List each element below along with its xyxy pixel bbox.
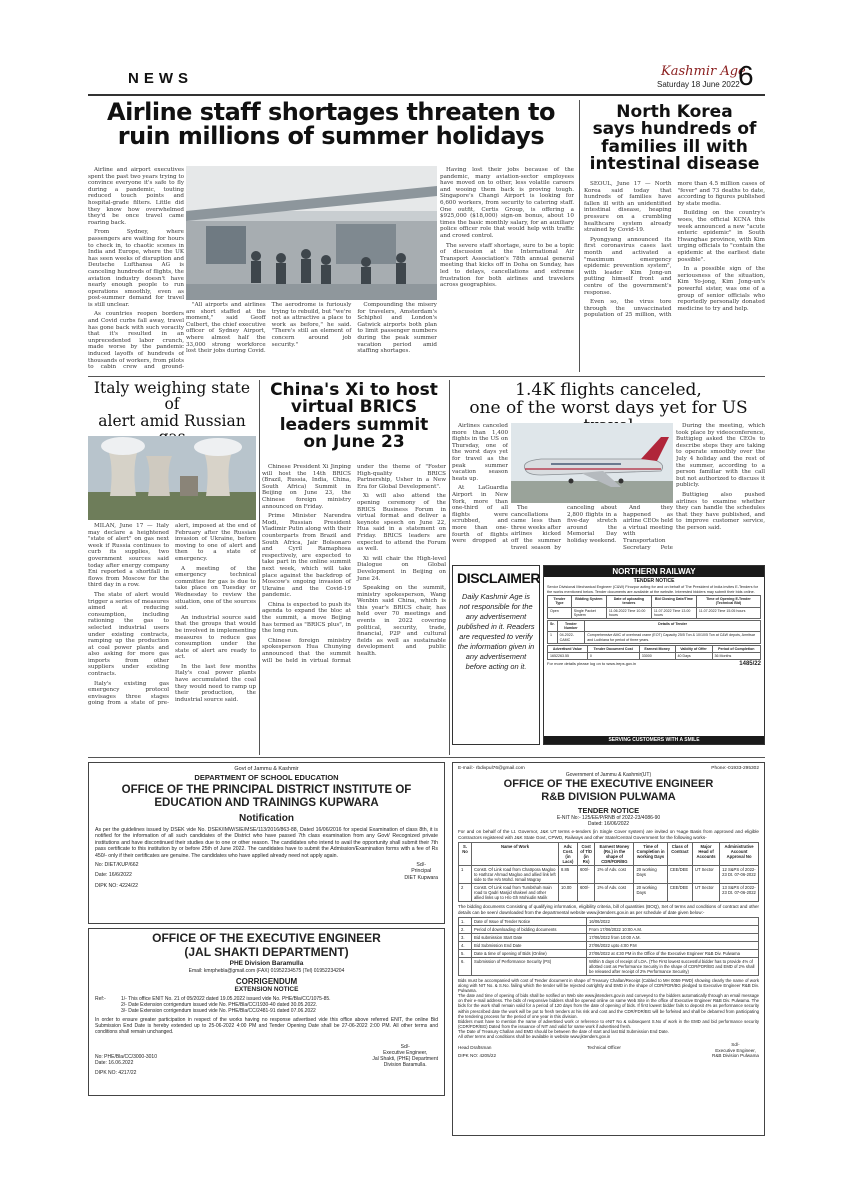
pulwama-phone: Phone:-01933-295302	[711, 766, 759, 771]
paper-logo: Kashmir Age	[661, 64, 746, 79]
kupwara-sig: Sd/-	[416, 862, 426, 869]
railway-title: NORTHERN RAILWAY	[544, 566, 764, 577]
column-rule	[579, 100, 580, 372]
railway-subtitle: TENDER NOTICE	[633, 578, 675, 584]
table-row: 1 Constt. Of Link road from Chatrpora Magloo to Hathzar Ahmad Magloo and allied link left side to the H/o Mohd. Ismail Magray 8.85 600/- 2% of Adv. cost 20 working Days CEE/DEE UT Sector 12 S&PS of 2022-23 Dt. 07-06-2022	[459, 866, 759, 884]
table-row: 2. Period of downloading of bidding documents From 17/06/2022 10:00 A.M.	[459, 926, 759, 934]
pulwama-sig-mid: Technical Officer	[587, 1044, 621, 1050]
table-row: 6. Submission of Performance Security (PS) Within 5 days of receipt of LOA. (The First lowest successful bidder has to provide 4% of allotted cost as Performance Security in the shape of CDR/FDR/BG and EMD of 2% shall be released after receipt of 2% Performance Security)	[459, 958, 759, 976]
article5-body-mid: The cancellations came less than three weeks after airlines kicked off the summer travel season by canceling about 2,800 flights in a five-day stretch around the Memorial Day holiday weekend. And they happened as airline CEOs held a virtual meeting with Transportation Secretary Pete	[511, 505, 673, 551]
kupwara-body: As per the guidelines issued by DSEK vide No. DSEK/IMW/SIE/MSE/113/2016/863-88, Dated 16/06/2016 for special Examination of class 8th, it is notified for the information of all such candidates of the District who have passed 7th class examination from any Govt/ Recognized private institutions and have discontinued their studies due to one or other reason. The candidates who intend to avail the opportunity shall submit their 7th pass certificate to this institution by or before 25th of June 2022. The candidates have to submit the Admission/Examination forms with a fee of Rs 450/- only if their certificates are genuine. The candidates who have applied already need not apply again.	[95, 827, 438, 859]
jalshakti-sig-title: Executive Engineer,	[383, 1049, 428, 1056]
pulwama-dated: Dated: 16/06/2022	[587, 821, 630, 827]
kupwara-heading: Notification	[239, 813, 294, 824]
railway-footer-note: For more details please log on to www.ireps.gov.in	[547, 661, 637, 667]
kupwara-no: No: DIET/KUP/662	[95, 862, 139, 869]
article3-body: MILAN, June 17 — Italy may declare a heightened "state of alert" on gas next week if Russia continues to curb its supplies, two government sources said today after energy company Eni reported a shortfall in flows from Moscow for the third day in a row. The state of alert would trigger a series of measures aimed at reducing consumption, including rationing the gas to selected industrial users under existing contracts, ramping up the production at coal power plants and also asking for more gas imports from other suppliers under existing contracts. Italy's existing gas emergency protocol envisages three stages going from a state of pre-alert, imposed at the end of February after the Russian invasion of Ukraine, before moving to one of alert and then to a state of emergency. A meeting of the emergency technical committee for gas is due to take place on Tuesday or Wednesday to review the situation, one of the sources said. An industrial source said that the groups that would be involved in implementing measures to reduce gas consumption under the state of alert are ready to act. In the last few months Italy's coal power plants have accumulated the coal they would need to ramp up their production, the industrial source said.	[88, 523, 256, 707]
jalshakti-dipk: DIPK NO: 4217/22	[95, 1070, 137, 1077]
pulwama-sig-division: R&B Division Pulwama	[712, 1052, 759, 1058]
kupwara-date: Date: 16/6/2022	[95, 872, 132, 879]
row-rule	[88, 376, 765, 377]
jalshakti-sig: Sd/-	[400, 1043, 410, 1050]
jalshakti-office: OFFICE OF THE EXECUTIVE ENGINEER (JAL SHAKTI DEPARTMENT)	[152, 931, 381, 959]
pulwama-docs-text: The bidding documents Consisting of qualifying information, eligibility criteria, bill of quantities (BOQ), Set of terms and conditions of contract and other details can be seen/ downloaded from the departmental website www.jktenders.gov.in as per schedule of date given below:-	[458, 904, 759, 915]
pulwama-enit: E-NIT No:- 125/EE/P/RNB of 2022-23/4086-90	[556, 815, 661, 821]
disclaimer-title: DISCLAIMER	[457, 570, 541, 586]
pulwama-sig-title: Executive Engineer,	[715, 1047, 756, 1053]
jalshakti-no: No: PHE/Bla/CC/3000-3010	[95, 1053, 157, 1060]
jalshakti-sig-division: Division Baramulla.	[383, 1062, 427, 1069]
column-rule	[259, 380, 260, 755]
article4-body: Chinese President Xi Jinping will host the 14th BRICS (Brazil, Russia, India, China, South Africa) Summit in Beijing on June 23, the Chinese foreign ministry announced on Friday. Prime Minister Narendra Modi, Russian President Vladimir Putin along with their counterparts from Brazil and South Africa, Jair Bolsonaro and Cyril Ramaphosa respectively, are expected to take part in the online summit next week, which will take place against the backdrop of Moscow's ongoing invasion of Ukraine and the Covid-19 pandemic. China is expected to push its agenda to expand the bloc at the summit, a move Beijing has termed as "BRICS plus", in the long run. Chinese foreign ministry spokesperson Hua Chunying announced that the summit will be held in virtual format under the theme of "Foster High-quality BRICS Partnership, Usher in a New Era for Global Development". Xi will also attend the opening ceremony of the BRICS Business Forum in virtual format and deliver a keynote speech on June 22, Hua said in a statement on Friday. BRICS leaders are expected to attend the Forum as well. Xi will chair the High-level Dialogue on Global Development in Beijing on June 24. Speaking on the summit, ministry spokesperson, Wang Wenbin said China, which is this year's BRICS chair, has held over 70 meetings and events in 2022 covering political, security, trade, financial, P2P and cultural fields as well as sustainable development and public health.	[262, 464, 446, 664]
kupwara-gov: Govt of Jammu & Kashmir	[234, 766, 299, 772]
article2-body: SEOUL, June 17 — North Korea said today that hundreds of families have fallen ill with an unidentified intestinal disease, heaping pressure on a crumbling healthcare system already strained by Covid-19. Pyongyang announced its first coronavirus cases last month and activated a "maximum emergency epidemic prevention system", with leader Kim Jong-un putting himself front and centre of the government's response. Even so, the virus tore through the unvaccinated population of 25 million, with more than 4.5 million cases of "fever" and 73 deaths to date, according to figures published by state media. Building on the country's woes, the official KCNA this week announced a new "acute enteric epidemic" in South Hwanghae province, with Kim urging officials to "contain the epidemic at the earliest date possible". In a possible sign of the seriousness of the situation, Kim Yo-jong, Kim Jong-un's powerful sister, was one of a group of senior officials who reportedly personally donated medicine to try and help.	[584, 181, 765, 319]
airplane-photo	[511, 423, 673, 503]
table-row: 4. Bid Submission End Date 27/06/2022 upto 4:00 P.M	[459, 942, 759, 950]
pulwama-sig: Sd/-	[731, 1042, 740, 1048]
jalshakti-notice	[88, 928, 445, 1096]
pulwama-sig-left: Head Draftsman	[458, 1044, 492, 1050]
pulwama-notice	[452, 762, 765, 1136]
pulwama-dipk: DIPK NO: 4205/22	[458, 1052, 497, 1058]
jalshakti-contact: Email: kmrphebla@gmail.com (FAX) 01952234575 (Tel) 01952234204	[188, 968, 345, 974]
page-number: 6	[738, 60, 754, 91]
railway-detail-table: Sr. Tender Number Details of Tender 1 04-2022-CAMC Comprehensive AMC of overhead crane (EOT) Capacity 25/5 Ton & 10/10/5 Ton at C&W depots, Amritsar and Ludhiana for period of three years.	[547, 620, 761, 644]
disclaimer-text: Daily Kashmir Age is not responsible for the any advertisement published in it. Readers are requested to verify the information given in any advertisement before acting on it.	[457, 592, 535, 671]
kupwara-dept: DEPARTMENT OF SCHOOL EDUCATION	[194, 773, 339, 782]
disclaimer-box	[452, 565, 540, 745]
article5-headline: 1.4K flights canceled, one of the worst days yet for US	[469, 380, 748, 418]
jalshakti-heading2: EXTENSION NOTICE	[234, 986, 299, 993]
jalshakti-ref: 1/- This office ENIT No. 21 of 05/2022 dated 19.05.2022 issued vide No. PHE/Bla/CC/1075-85.	[121, 996, 331, 1002]
jalshakti-body: In order to ensure greater participation in respect of the works having no response advertised vide this office above referred ENIT, the online Bid Submission End Date is hereby extended up to 25-06-2022 4:00 PM and Tender Opening Date shall be 27-06-2022 2:00 PM. All other terms and conditions shall remain unchanged.	[95, 1017, 438, 1036]
jalshakti-ref-label: Ref:-	[95, 996, 106, 1002]
railway-value-table: Advertised Value Tender Document Cost Earnest Money Validity of Offer Period of Completion 1652263.55 0 33000 40 Days 36 Months	[547, 645, 761, 660]
article1-body-left: Airline and airport executives spent the past two years trying to convince everyone it's safe to fly during a pandemic, touting reduced touch points and hospital-grade filters. Little did they know how overwhelmed they'd be once travel came roaring back. From Sydney, where passengers are waiting for hours to check in, to chaotic scenes in India and Europe, where the UK has seen weeks of disruption and Deutsche Lufthansa AG is canceling hundreds of flights, the aviation industry doesn't have nearly enough people to run operations smoothly, even as post-summer demand for travel is still unclear. As countries reopen borders and Covid curbs fall away, travel has gone back with such voracity that it's resulted in an unprecedented labor crunch, made worse by the pandemic induced layoffs of hundreds of thousands of workers, from pilots to cabin crew and ground-	[88, 167, 184, 371]
kupwara-office: OFFICE OF THE PRINCIPAL DISTRICT INSTITUTE OF EDUCATION AND TRAININGS KUPWARA	[121, 784, 412, 809]
jalshakti-ref: 3/- Date Extension corrigendum issued vide No. PHE/Bla/CC/2481-91 dated 07.06.2022	[121, 1008, 316, 1014]
article3-headline: Italy weighing state of alert amid Russian	[93, 379, 251, 430]
pulwama-works-table: S. No Name of Work Adv. Cost. (in Lacs) Cost of T/D (in Rs) Earnest Money (Rs.) in the shape of CDR/FDR/BG Time of Completion in working Days Class of Contract Major Head of Accounts Administrative Account Approval No 1 Constt. Of Link road from Chatrpora Magloo to Hathzar Ahmad Magloo and allied link left side to the H/o Mohd. Ismail Magray 8.85 600/- 2% of Adv. cost 20 working Days CEE/DEE UT Sector 12 S&PS of 2022-23 Dt. 07-06-2022 2 Constt. Of Link road from Tumbshah main road to Qadri Masjid shakeel and other allied links up to H/o Gh Mohiudin Malik 10.00 600/- 2% of Adv. cost 20 working Days CEE/DEE UT Sector 13 S&PS of 2022-23 Dt. 07-06-2022	[458, 842, 759, 902]
railway-slogan: SERVING CUSTOMERS WITH A SMILE	[544, 736, 764, 744]
kupwara-notice	[88, 762, 445, 924]
kupwara-dipk: DIPK NO: 4224/22	[95, 883, 138, 890]
pulwama-notes: Bids must be accompanied with cost of Tender document in shape of Treasury Challan/Receipt (Cabled to MH 0059 PWD) showing clearly the name of work along with NIT No. & S.No. failing which the tender will be rejected outrightly and EMD in the shape of CDR/FDR/BG pledged to Executive Engineer R&B Div. Pulwama. The date and time of opening of bids shall be notified on Web site www.jktenders.gov.in and conveyed to the bidders automatically through an email message on their e-mail address. The bids of responsive bidders shall be opened online on same Web Site in the office of Executive Engineer R&B Div. Pulwama. The bids for the work shall remain valid for a period of 120 days from the date of opening of bids. If first lowest bidder fails to deposit 4% as performance security within prescribed date the work will be put to fresh tenders at his risk and cost and the CDR/FDR/BG will be forfeited and shall be debarred from participating the tendering process for the period of one year in this division. Bidders must have to mention the name of advertised work or reference to eNIT No & subsequent S.No of work in the EMD and bid performance security (CDR/FDR/BG) Dated from the issuance of NIT and valid for same work if advertised fresh. The Date of Treasury Challan and EMD should be between the date of start and last Bid Submission End Date. All other terms and conditions shall be available in website www.jktenders.gov.in	[458, 978, 759, 1040]
row-rule	[88, 757, 765, 758]
article2-headline: North Korea says hundreds of families ill with intestinal disease	[589, 102, 760, 174]
pulwama-schedule-table	[458, 917, 759, 976]
masthead-rule	[88, 94, 765, 96]
kupwara-sig-title: Principal	[411, 868, 432, 875]
table-row: 1. Date of Issue of Tender Notice 16/06/2022	[459, 918, 759, 926]
pulwama-office: OFFICE OF THE EXECUTIVE ENGINEER R&B DIVISION PULWAMA	[503, 778, 714, 803]
table-row: 3. Bid submission Start Date 17/06/2022 from 10:00 A.M.	[459, 934, 759, 942]
jalshakti-sig-dept: Jal Shakti, (PHE) Department	[372, 1056, 438, 1063]
railway-code: 1485/22	[739, 661, 761, 668]
table-row: 2 Constt. Of Link road from Tumbshah main road to Qadri Masjid shakeel and other allied links up to H/o Gh Mohiudin Malik 10.00 600/- 2% of Adv. cost 20 working Days CEE/DEE UT Sector 13 S&PS of 2022-23 Dt. 07-06-2022	[459, 884, 759, 902]
railway-ad	[543, 565, 765, 745]
jalshakti-heading1: CORRIGENDUM	[235, 977, 298, 986]
article5-body-right: During the meeting, which took place by videoconference, Buttigieg asked the CEOs to describe steps they are taking to operate smoothly over the July 4 holiday and the rest of the summer, according to a person familiar with the call but not authorized to discuss it publicly. Buttigieg also pushed airlines to examine whether they can handle the schedules that they have published, and to improve customer service, the person said.	[676, 423, 765, 531]
railway-body: Senior Divisional Mechanical Engineer (C&W) Firozpur acting for and on behalf of The President of India invites E-Tenders for the works mentioned below. Tender documents are available at the website. Interested bidders may submit their bids online.	[547, 585, 758, 594]
kupwara-sig-office: DIET Kupwara	[404, 874, 438, 881]
table-row: 5. Date & time of opening of Bids (Online) 27/06/2022 at 4:30 PM in the Office of the Executive Engineer R&B Div. Pulwama	[459, 950, 759, 958]
jalshakti-date: Date: 16.06.2022	[95, 1059, 134, 1066]
article1-body-mid: "All airports and airlines are short staffed at the moment," said Geoff Culbert, the chief executive officer of Sydney Airport, where almost half the 33,000 strong workforce lost their jobs during Covid. The aerodrome is furiously trying to rebuild, but "we're not as attractive a place to work as before," he said. "There's still an element of concern around job security." Compounding the misery for travelers, Amsterdam's Schiphol and London's Gatwick airports both plan to limit passenger numbers during the peak summer vacation period amid staffing shortages.	[186, 302, 437, 355]
airport-queue-photo	[186, 166, 437, 300]
pulwama-gov: Government of Jammu & Kashmir(UT)	[565, 772, 652, 778]
article1-headline: Airline staff shortages threaten to ruin millions of summer holidays	[107, 98, 555, 151]
pulwama-intro: For and on behalf of the Lt. Governor, J&K UT terms e-tenders (in Single Cover system) are invited on %age Basis from approved and eligible Contractors registered with J&K State Govt, CPWD, Railways and other State/Central Government for the following works-	[458, 829, 759, 840]
article5-body-left: Airlines canceled more than 1,400 flights in the US on Thursday, one of the worst days yet for travel as the peak summer vacation season heats up. At LaGuardia Airport in New York, more than one-third of all flights were scrubbed, and more than one-fourth of flights were dropped at	[452, 423, 508, 545]
jalshakti-division: PHE Division Baramulla	[229, 960, 304, 967]
pulwama-heading: TENDER NOTICE	[577, 806, 640, 815]
pulwama-email: E-mail:- ​rbdivpul76@gmail.com	[458, 766, 525, 771]
column-rule	[449, 380, 450, 755]
masthead-date: Saturday 18 June 2022	[657, 80, 740, 89]
railway-schedule-table: Tender Type Bidding System Date of uploading tenders Bid Closing Date/Time Time of Opening E-Tender (Technical Bid) Open Single Packet System 11.06.2022 Time 10.00 hours 11.07.2022 Time 13.00 hours 11.07.2022 Time 15.05 hours	[547, 595, 761, 619]
article1-body-right: Having lost their jobs because of the pandemic, many aviation-sector employees have moved on to other, less volatile careers and wooing them back is proving tough. Singapore's Changi Airport is looking for 6,600 workers, from security to catering staff. One outfit, Certis Group, is offering a $925,000 ($18,000) sign-on bonus, about 10 times the basic monthly salary, for an auxiliary police officer role that would help with traffic and crowd control. The severe staff shortage, sure to be a topic of discussion at the International Air Transport Association's 78th annual general meeting that kicks off in Doha on Sunday, has led to delays, cancellations and extreme frustration for both airlines and travelers across geographies.	[440, 167, 574, 289]
power-plant-photo	[88, 436, 256, 520]
article4-headline: China's Xi to host virtual BRICS leaders summit on June 23	[270, 380, 438, 452]
section-label: NEWS	[128, 70, 193, 87]
jalshakti-ref: 2/- Date Extension corrigendum issued vide No. PHE/Bla/CC/1930-40 dated 30.05.2022.	[121, 1002, 318, 1008]
